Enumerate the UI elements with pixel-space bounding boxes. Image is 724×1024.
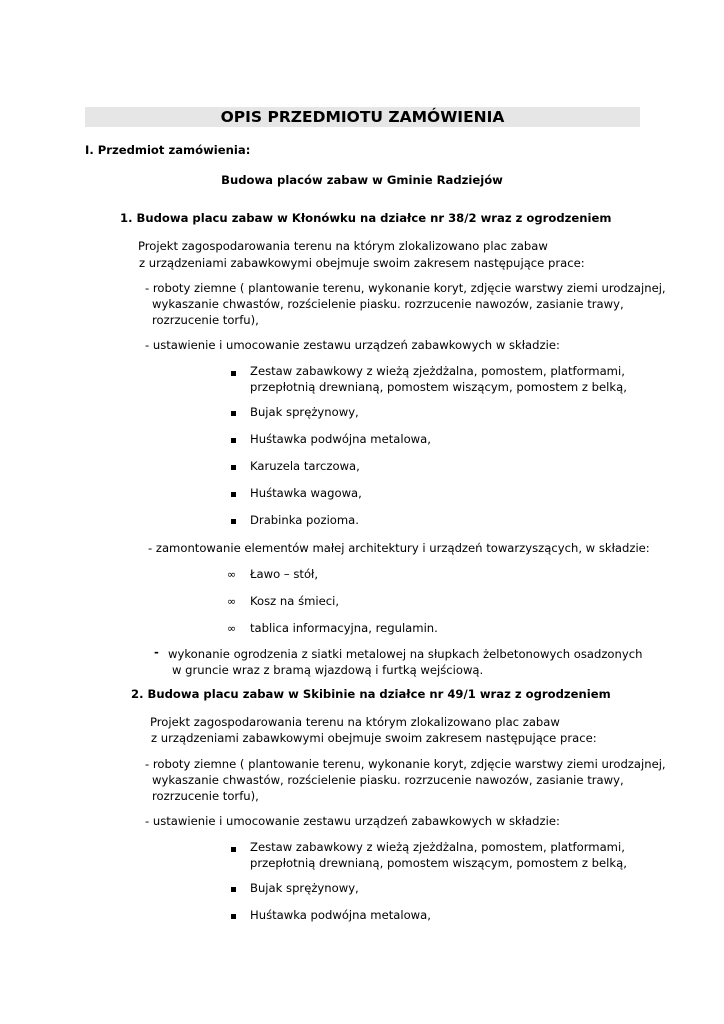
project-2-equipment-item: Bujak sprężynowy, [250, 881, 359, 895]
project-2-install-line: - ustawienie i umocowanie zestawu urządzeń zabawkowych w składzie: [145, 814, 560, 828]
infinity-bullet-icon: ∞ [227, 622, 237, 635]
project-1-equipment-item: Bujak sprężynowy, [250, 405, 359, 419]
project-1-fence-line-1: wykonanie ogrodzenia z siatki metalowej na słupkach żelbetonowych osadzonych [168, 647, 643, 661]
project-2-intro-line-1: Projekt zagospodarowania terenu na którym zlokalizowano plac zabaw [150, 715, 560, 729]
project-1-install-line: - ustawienie i umocowanie zestawu urządzeń zabawkowych w składzie: [145, 338, 560, 352]
square-bullet-icon [231, 914, 236, 919]
project-1-intro-line-1: Projekt zagospodarowania terenu na którym zlokalizowano plac zabaw [138, 239, 548, 253]
square-bullet-icon [231, 847, 236, 852]
project-1-heading: 1. Budowa placu zabaw w Kłonówku na działce nr 38/2 wraz z ogrodzeniem [120, 211, 612, 225]
project-1-earthworks-line-2: wykaszanie chwastów, rozścielenie piasku. rozrzucenie nawozów, zasianie trawy, [152, 297, 624, 311]
section-heading: I. Przedmiot zamówienia: [85, 143, 251, 157]
project-1-architecture-item: tablica informacyjna, regulamin. [250, 621, 438, 635]
square-bullet-icon [231, 519, 236, 524]
project-2-earthworks-line-1: - roboty ziemne ( plantowanie terenu, wykonanie koryt, zdjęcie warstwy ziemi urodzajnej, [145, 757, 666, 771]
project-1-earthworks-line-3: rozrzucenie torfu), [152, 313, 259, 327]
square-bullet-icon [231, 411, 236, 416]
page-title: OPIS PRZEDMIOTU ZAMÓWIENIA [220, 108, 505, 126]
project-2-equipment-item: Huśtawka podwójna metalowa, [250, 908, 431, 922]
square-bullet-icon [231, 438, 236, 443]
project-1-equipment-item: przepłotnią drewnianą, pomostem wiszącym, pomostem z belką, [250, 380, 627, 394]
project-1-architecture-line: - zamontowanie elementów małej architektury i urządzeń towarzyszących, w składzie: [148, 541, 650, 555]
project-1-equipment-item: Drabinka pozioma. [250, 513, 359, 527]
project-2-equipment-item: przepłotnią drewnianą, pomostem wiszącym, pomostem z belką, [250, 856, 627, 870]
project-1-equipment-item: Huśtawka wagowa, [250, 486, 362, 500]
project-2-heading: 2. Budowa placu zabaw w Skibinie na działce nr 49/1 wraz z ogrodzeniem [131, 687, 611, 701]
project-1-architecture-item: Kosz na śmieci, [250, 594, 340, 608]
square-bullet-icon [231, 887, 236, 892]
project-2-equipment-item: Zestaw zabawkowy z wieżą zjeżdżalna, pomostem, platformami, [250, 840, 625, 854]
project-2-earthworks-line-2: wykaszanie chwastów, rozścielenie piasku. rozrzucenie nawozów, zasianie trawy, [152, 773, 624, 787]
fence-dash: - [154, 645, 159, 659]
square-bullet-icon [231, 465, 236, 470]
infinity-bullet-icon: ∞ [227, 568, 237, 581]
project-2-earthworks-line-3: rozrzucenie torfu), [152, 789, 259, 803]
square-bullet-icon [231, 371, 236, 376]
project-1-equipment-item: Karuzela tarczowa, [250, 459, 360, 473]
project-1-intro-line-2: z urządzeniami zabawkowymi obejmuje swoim zakresem następujące prace: [139, 256, 585, 270]
project-1-architecture-item: Ławo – stół, [250, 567, 319, 581]
square-bullet-icon [231, 492, 236, 497]
project-1-earthworks-line-1: - roboty ziemne ( plantowanie terenu, wykonanie koryt, zdjęcie warstwy ziemi urodzajnej, [145, 281, 666, 295]
document-subtitle: Budowa placów zabaw w Gminie Radziejów [221, 173, 503, 187]
infinity-bullet-icon: ∞ [227, 595, 237, 608]
project-1-equipment-item: Zestaw zabawkowy z wieżą zjeżdżalna, pomostem, platformami, [250, 364, 625, 378]
project-1-fence-line-2: w gruncie wraz z bramą wjazdową i furtką wejściową. [172, 663, 484, 677]
project-1-equipment-item: Huśtawka podwójna metalowa, [250, 432, 431, 446]
project-2-intro-line-2: z urządzeniami zabawkowymi obejmuje swoim zakresem następujące prace: [151, 731, 597, 745]
